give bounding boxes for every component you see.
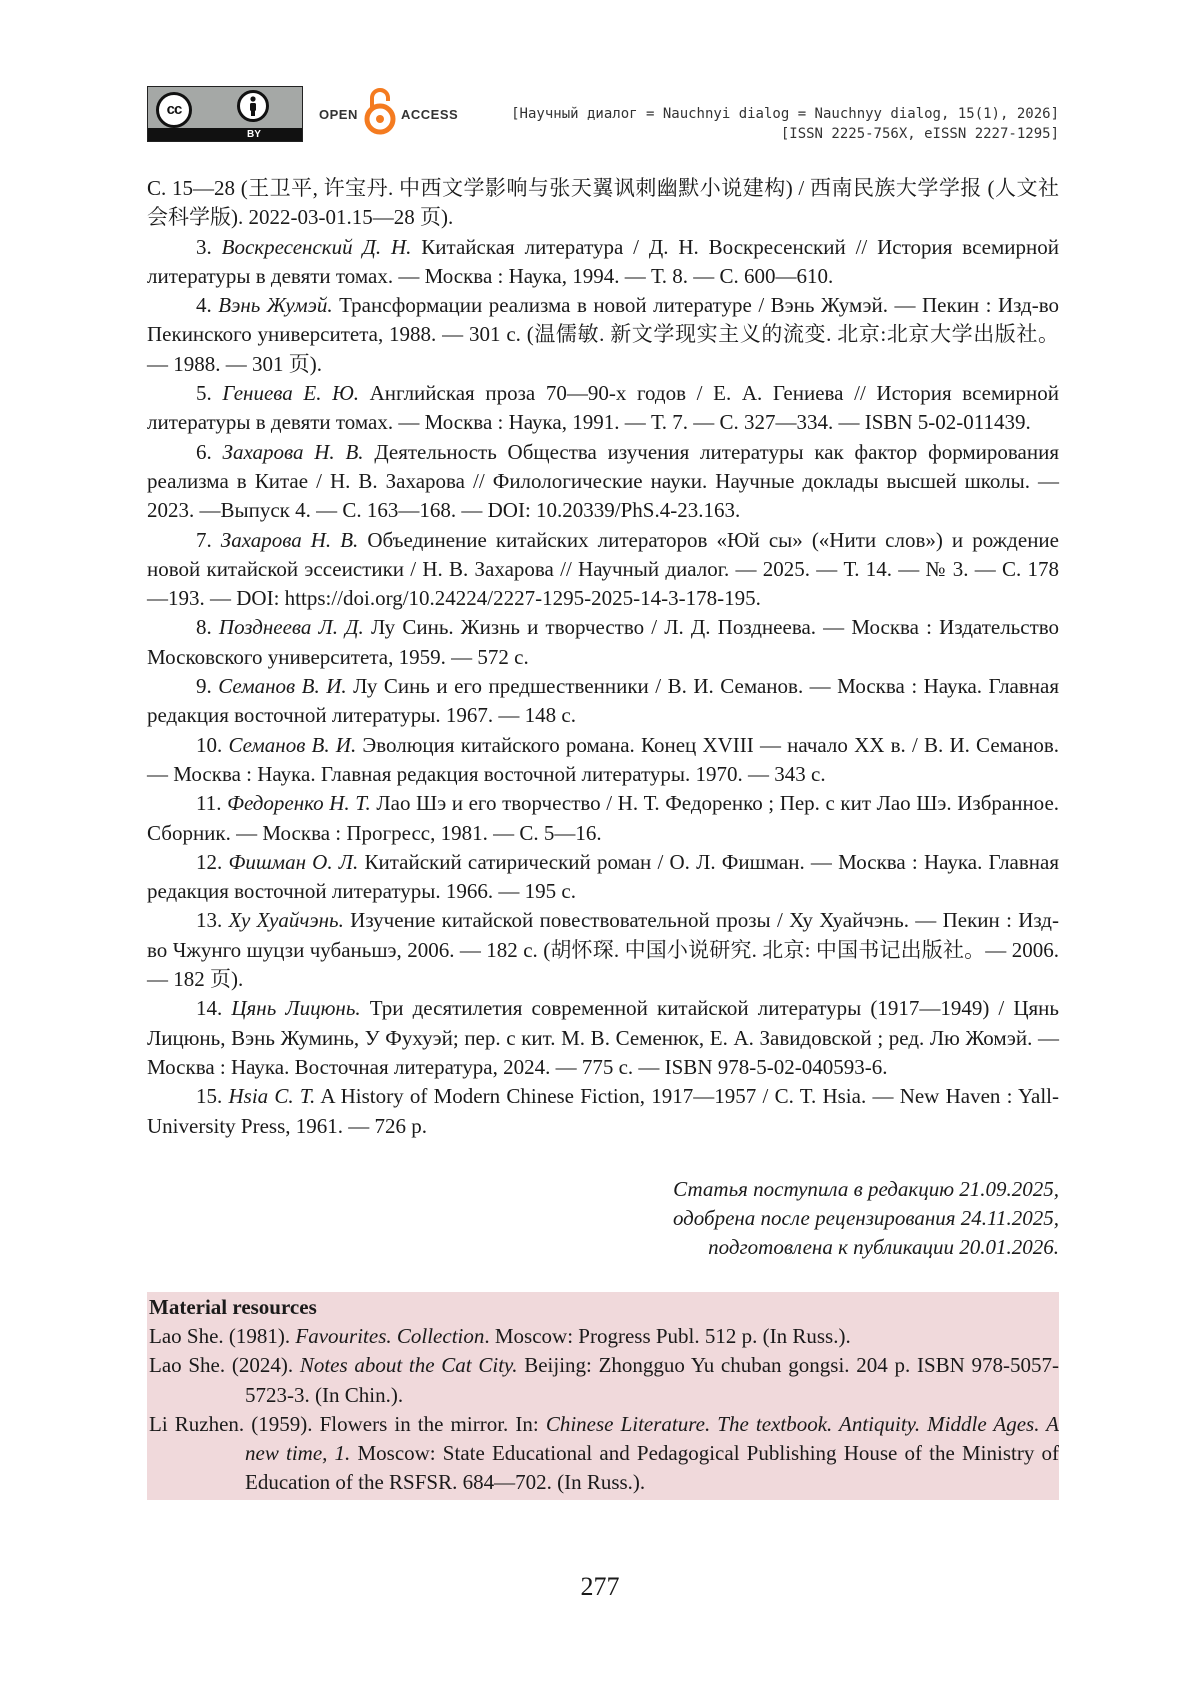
- page-number: 277: [580, 1572, 620, 1601]
- reference-number: 3.: [196, 234, 212, 259]
- material-resource-item: [147, 1351, 1059, 1410]
- reference-item: [147, 379, 1059, 438]
- license-bar: [148, 128, 302, 141]
- reference-text: Английская проза 70—90-х годов / Е. А. Гениева // История всемирной литературы в девяти томах. — Москва : Наука, 1991. — Т. 7. — С. 327—334. — ISBN 5-02-011439.: [147, 381, 1060, 435]
- oa-open-text: OPEN: [319, 107, 358, 122]
- reference-author: Hsia C. T.: [228, 1084, 316, 1109]
- reference-text: Три десятилетия современной китайской литературы (1917—1949) / Цянь Лицюнь, Вэнь Жуминь, У Фухуэй; пер. с кит. М. В. Семенюк, Е. А. Завидовской ; ред. Лю Жомэй. — Москва : Наука. Восточная литература, 2024. — 775 с. — ISBN 978-5-02-040593-6.: [147, 996, 1060, 1079]
- received-date: Статья поступила в редакцию 21.09.2025,: [673, 1176, 1059, 1201]
- open-lock-icon: [363, 86, 397, 139]
- reference-author: Захарова Н. В.: [222, 439, 364, 464]
- reference-item: [147, 731, 1059, 790]
- material-resources-list: [147, 1322, 1059, 1498]
- reference-text: Китайский сатирический роман / О. Л. Фишман. — Москва : Наука. Главная редакция восточной литературы. 1966. — 195 с.: [147, 849, 1060, 904]
- reference-number: 15.: [196, 1084, 223, 1109]
- journal-reference: [511, 104, 1059, 144]
- material-resource-details: . Moscow: Progress Publ. 512 p. (In Russ.).: [484, 1323, 851, 1348]
- license-by-label: BY: [247, 129, 261, 140]
- journal-citation-line: [Научный диалог = Nauchnyi dialog = Nauchnyy dialog, 15(1), 2026]: [511, 106, 1059, 122]
- reference-item: [147, 438, 1059, 526]
- reference-continuation: С. 15—28 (王卫平, 许宝丹. 中西文学影响与张天翼讽刺幽默小说建构) / 西南民族大学学报 (人文社会科学版). 2022-03-01.15—28 页).: [147, 176, 1059, 230]
- reference-item: [147, 526, 1059, 614]
- reference-text: Трансформации реализма в новой литературе / Вэнь Жумэй. — Пекин : Изд-во Пекинского университета, 1988. — 301 с. (温儒敏. 新文学现实主义的流变. 北京:北京大学出版社。— 1988. — 301 页).: [147, 293, 1060, 376]
- cc-by-license-logo: [147, 86, 303, 142]
- reference-text: Китайская литература / Д. Н. Воскресенский // История всемирной литературы в девяти томах. — Москва : Наука, 1994. — Т. 8. — С. 600—610.: [147, 234, 1060, 288]
- reference-item: [147, 291, 1059, 379]
- material-resource-title: Notes about the Cat City.: [299, 1353, 518, 1378]
- open-access-logo: [319, 86, 469, 140]
- reference-text: Деятельность Общества изучения литературы как фактор формирования реализма в Китае / Н. В. Захарова // Филологические науки. Научные доклады высшей школы. — 2023. —Выпуск 4. — С. 163—168. — DOI: 10.20339/PhS.4-23.163.: [147, 439, 1059, 523]
- journal-issn-line: [ISSN 2225-756X, eISSN 2227-1295]: [780, 126, 1059, 142]
- reference-number: 8.: [196, 615, 212, 640]
- attribution-person-icon: [237, 90, 269, 122]
- material-resource-title: Chinese Literature. The textbook. Antiquity. Middle Ages. A new time, 1.: [245, 1411, 1059, 1466]
- reference-number: 9.: [196, 674, 212, 699]
- reference-item: [147, 906, 1059, 994]
- reference-number: 12.: [196, 849, 223, 874]
- material-resource-lead: Li Ruzhen. (1959). Flowers in the mirror. In:: [149, 1411, 546, 1436]
- reference-text: Лао Шэ и его творчество / Н. Т. Федоренко ; Пер. с кит Лао Шэ. Избранное. Сборник. — Москва : Прогресс, 1981. — С. 5—16.: [147, 791, 1060, 845]
- reference-number: 6.: [196, 439, 212, 464]
- reference-author: Фишман О. Л.: [228, 849, 359, 874]
- reference-number: 11.: [196, 791, 222, 816]
- reference-item: [147, 994, 1059, 1082]
- reference-text: Объединение китайских литераторов «Юй сы» («Нити слов») и рождение новой китайской эссеистики / Н. В. Захарова // Научный диалог. — 2025. — Т. 14. — № 3. — С. 178—193. — DOI: https://doi.org/10.24224/2227-1295-2025-14-3-178-195.: [147, 527, 1059, 611]
- article-received-note: [147, 1175, 1059, 1263]
- reference-item: [147, 233, 1059, 292]
- reference-item: [147, 848, 1059, 907]
- reference-number: 7.: [196, 527, 212, 552]
- reference-item: [147, 789, 1059, 848]
- reference-list: [147, 233, 1059, 1141]
- cc-icon: cc: [156, 92, 192, 128]
- material-resource-item: [147, 1410, 1059, 1498]
- reference-number: 10.: [196, 732, 223, 757]
- reference-text: Лу Синь. Жизнь и творчество / Л. Д. Позднеева. — Москва : Издательство Московского университета, 1959. — 572 с.: [147, 615, 1060, 669]
- reference-author: Цянь Лицюнь.: [231, 996, 361, 1021]
- reference-author: Семанов В. И.: [228, 732, 357, 757]
- material-resources-title: Material resources: [149, 1294, 317, 1319]
- material-resource-details: Moscow: State Educational and Pedagogical Publishing House of the Ministry of Education of the RSFSR. 684—702. (In Russ.).: [245, 1441, 1059, 1495]
- reference-author: Воскресенский Д. Н.: [221, 234, 412, 259]
- material-resource-lead: Lao She. (2024).: [149, 1353, 300, 1378]
- reference-text: Эволюция китайского романа. Конец XVIII — начало XX в. / В. И. Семанов. — Москва : Наука. Главная редакция восточной литературы. 1970. — 343 с.: [147, 732, 1060, 786]
- reference-item: [147, 613, 1059, 672]
- oa-access-text: ACCESS: [401, 107, 459, 122]
- material-resource-item: [147, 1322, 1059, 1351]
- reference-author: Позднеева Л. Д.: [218, 615, 364, 640]
- reference-number: 13.: [196, 908, 223, 933]
- reference-author: Вэнь Жумэй.: [218, 293, 333, 318]
- reference-item: [147, 672, 1059, 731]
- reference-text: A History of Modern Chinese Fiction, 1917—1957 / C. T. Hsia. — New Haven : Yall-University Press, 1961. — 726 p.: [147, 1084, 1059, 1138]
- material-resources-section: [147, 1292, 1059, 1500]
- reference-author: Гениева Е. Ю.: [222, 381, 359, 406]
- reference-text: Изучение китайской повествовательной прозы / Ху Хуайчэнь. — Пекин : Изд-во Чжунго шуцзи чубаньшэ, 2006. — 182 с. (胡怀琛. 中国小说研究. 北京: 中国书记出版社。— 2006. — 182 页).: [147, 908, 1059, 992]
- reference-author: Захарова Н. В.: [220, 527, 359, 552]
- page-content: [147, 174, 1059, 1500]
- reference-author: Федоренко Н. Т.: [227, 791, 371, 816]
- reference-text: Лу Синь и его предшественники / В. И. Семанов. — Москва : Наука. Главная редакция восточной литературы. 1967. — 148 с.: [147, 674, 1060, 728]
- approved-date: одобрена после рецензирования 24.11.2025,: [672, 1206, 1059, 1231]
- material-resource-lead: Lao She. (1981).: [149, 1323, 296, 1348]
- reference-author: Семанов В. И.: [218, 674, 347, 699]
- page-header: [147, 86, 1059, 142]
- reference-number: 4.: [196, 293, 212, 318]
- reference-number: 14.: [196, 996, 223, 1021]
- reference-item: [147, 1082, 1059, 1141]
- material-resource-details: Beijing: Zhongguo Yu chuban gongsi. 204 p. ISBN 978-5057-5723-3. (In Chin.).: [245, 1353, 1060, 1407]
- prepared-date: подготовлена к публикации 20.01.2026.: [708, 1235, 1059, 1260]
- reference-number: 5.: [196, 381, 212, 406]
- reference-author: Ху Хуайчэнь.: [228, 908, 344, 933]
- material-resource-title: Favourites. Collection: [295, 1323, 485, 1348]
